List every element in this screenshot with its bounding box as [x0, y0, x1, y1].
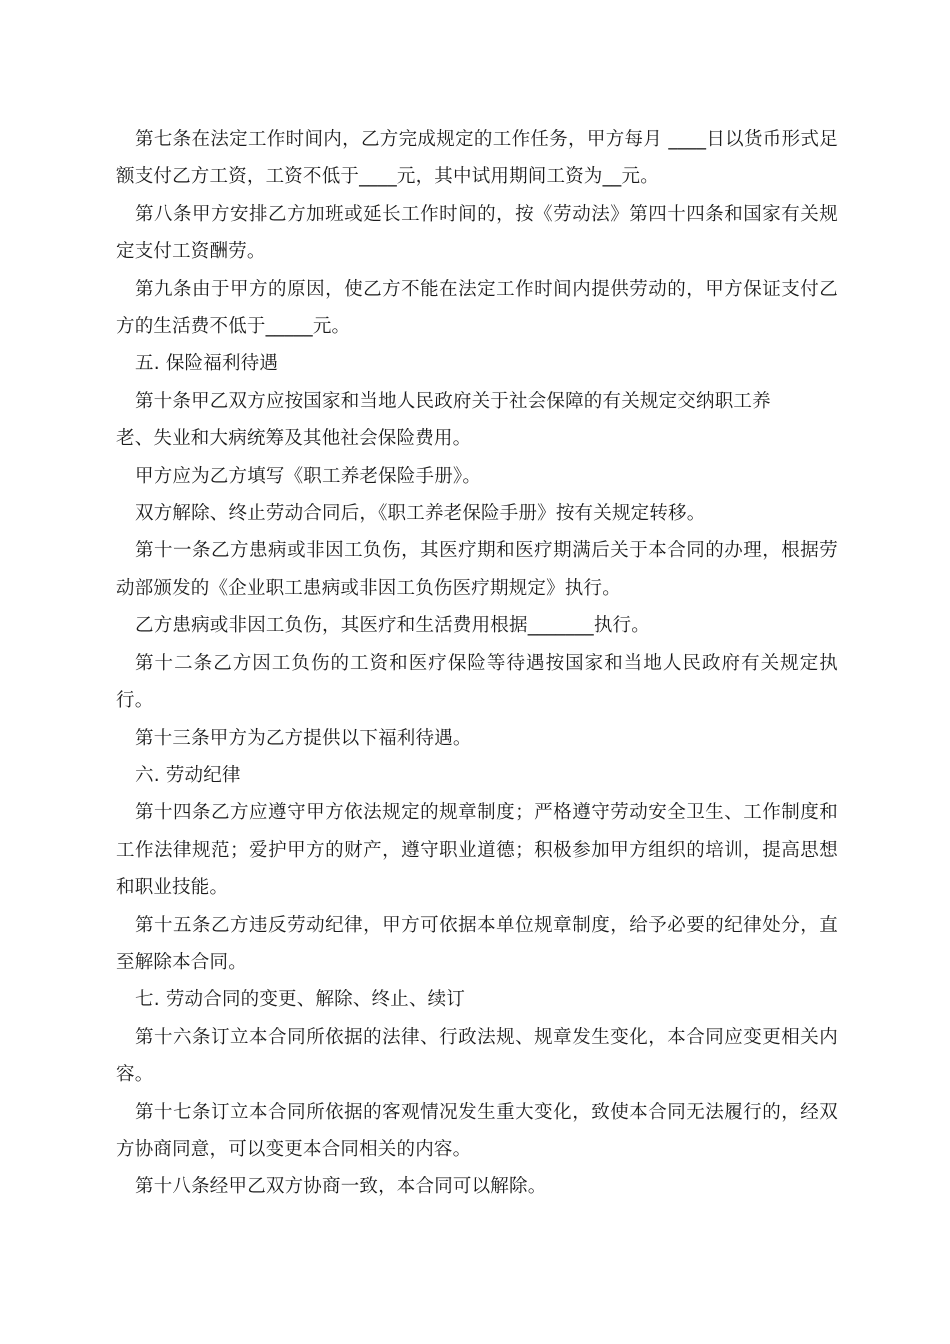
clause-12: 第十二条乙方因工负伤的工资和医疗保险等待遇按国家和当地人民政府有关规定执行。 — [116, 652, 838, 712]
section-heading-contract-changes: 七. 劳动合同的变更、解除、终止、续订 — [135, 989, 466, 1011]
clause-13: 第十三条甲方为乙方提供以下福利待遇。 — [135, 727, 472, 749]
paragraph-handbook-transfer: 双方解除、终止劳动合同后，《职工养老保险手册》按有关规定转移。 — [135, 503, 706, 525]
document-body — [116, 121, 838, 1206]
clause-14: 第十四条乙方应遵守甲方依法规定的规章制度；严格遵守劳动安全卫生、工作制度和工作法律规范；爱护甲方的财产，遵守职业道德；积极参加甲方组织的培训，提高思想和职业技能。 — [116, 802, 838, 899]
clause-15: 第十五条乙方违反劳动纪律，甲方可依据本单位规章制度，给予必要的纪律处分，直至解除本合同。 — [116, 914, 838, 973]
clause-9: 第九条由于甲方的原因，使乙方不能在法定工作时间内提供劳动的，甲方保证支付乙方的生活费不低于_____元。 — [116, 278, 838, 338]
clause-18: 第十八条经甲乙双方协商一致，本合同可以解除。 — [135, 1176, 547, 1198]
clause-11: 第十一条乙方患病或非因工负伤，其医疗期和医疗期满后关于本合同的办理，根据劳动部颁发的《企业职工患病或非因工负伤医疗期规定》执行。 — [116, 540, 838, 599]
paragraph-pension-handbook: 甲方应为乙方填写《职工养老保险手册》。 — [135, 465, 482, 487]
clause-10: 第十条甲乙双方应按国家和当地人民政府关于社会保障的有关规定交纳职工养 — [135, 390, 771, 412]
clause-10-continuation: 老、失业和大病统筹及其他社会保险费用。 — [116, 428, 472, 450]
paragraph-medical-costs: 乙方患病或非因工负伤，其医疗和生活费用根据_______执行。 — [135, 615, 650, 637]
clause-17: 第十七条订立本合同所依据的客观情况发生重大变化，致使本合同无法履行的，经双方协商同意，可以变更本合同相关的内容。 — [116, 1101, 838, 1160]
clause-7: 第七条在法定工作时间内，乙方完成规定的工作任务，甲方每月 ____日以货币形式足额支付乙方工资，工资不低于____元，其中试用期间工资为__元。 — [116, 129, 838, 188]
section-heading-discipline: 六. 劳动纪律 — [135, 764, 241, 786]
clause-16: 第十六条订立本合同所依据的法律、行政法规、规章发生变化，本合同应变更相关内容。 — [116, 1026, 838, 1086]
section-heading-insurance: 五. 保险福利待遇 — [135, 353, 279, 375]
clause-8: 第八条甲方安排乙方加班或延长工作时间的，按《劳动法》第四十四条和国家有关规定支付工资酬劳。 — [116, 203, 838, 263]
